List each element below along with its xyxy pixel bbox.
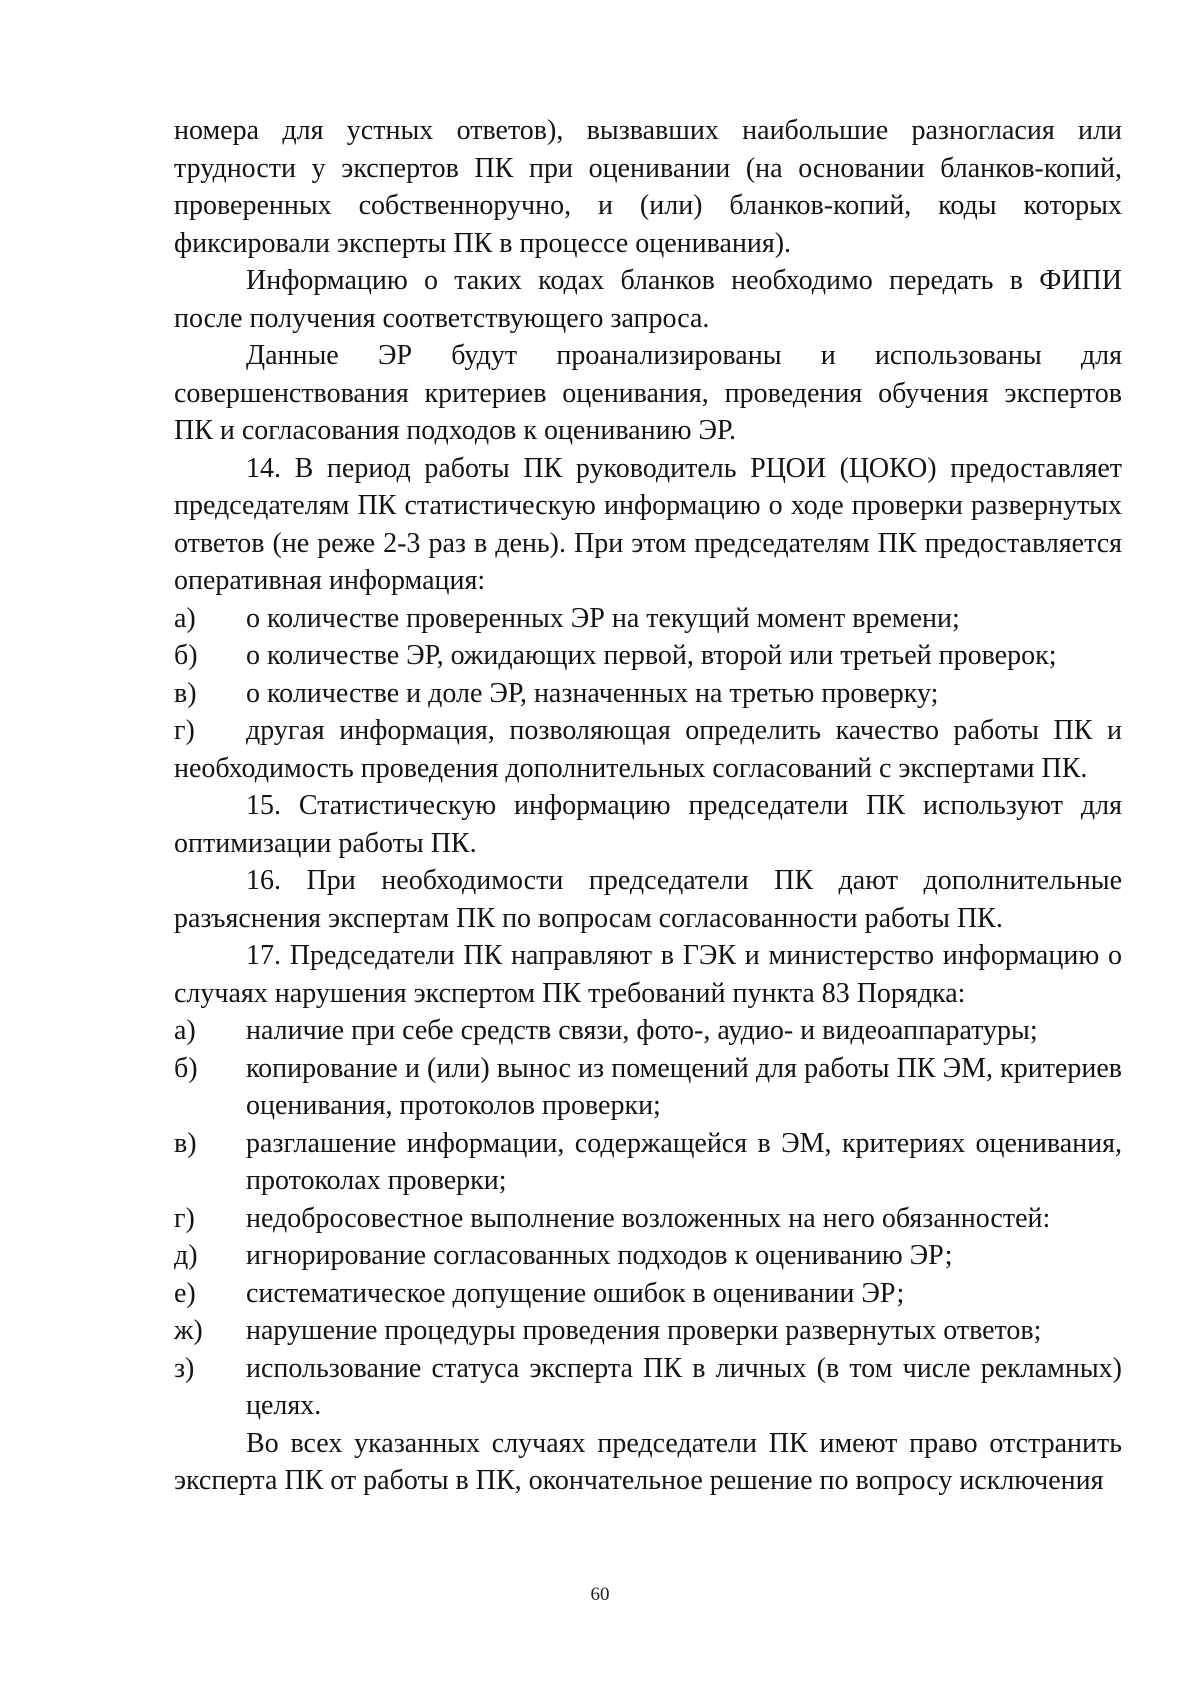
list-marker: б) [174,640,198,671]
list-item [174,712,1122,787]
page-body [174,112,1122,1500]
list-marker: б) [174,1052,198,1084]
list-marker: з) [174,1352,195,1384]
violations-list [174,1012,1122,1425]
list-item-text: о количестве проверенных ЭР на текущий момент времени; [246,602,960,634]
list-item [174,1012,1122,1050]
list-item [174,1050,1122,1125]
list-item-text: копирование и (или) вынос из помещений для работы ПК ЭМ, критериев оценивания, протоколов проверки; [246,1052,1122,1121]
list-marker: ж) [174,1315,203,1346]
list-item-text: недобросовестное выполнение возложенных на него обязанностей: [246,1202,1051,1234]
list-item [174,600,1122,638]
paragraph-item-14: 14. В период работы ПК руководитель РЦОИ (ЦОКО) предоставляет председателям ПК статистическую информацию о ходе проверки развернутых ответов (не реже 2-3 раз в день). При этом председателям ПК предоставляется оперативная информация: [174,452,1122,596]
paragraph-item-16: 16. При необходимости председатели ПК дают дополнительные разъяснения экспертам ПК по вопросам согласованности работы ПК. [174,865,1122,934]
paragraph-fipi-codes: Информацию о таких кодах бланков необходимо передать в ФИПИ после получения соответствующего запроса. [174,265,1122,334]
paragraph-er-data-usage: Данные ЭР будут проанализированы и использованы для совершенствования критериев оценивания, проведения обучения экспертов ПК и согласования подходов к оцениванию ЭР. [174,340,1122,446]
paragraph-removal-right: Во всех указанных случаях председатели ПК имеют право отстранить эксперта ПК от работы в ПК, окончательное решение по вопросу исключения [174,1427,1122,1496]
list-item [174,1350,1122,1425]
list-item [174,675,1122,713]
list-item-text: другая информация, позволяющая определить качество работы ПК и необходимость проведения дополнительных согласований с экспертами ПК. [174,715,1122,784]
list-item-text: разглашение информации, содержащейся в ЭМ, критериях оценивания, протоколах проверки; [246,1127,1122,1196]
list-item [174,1237,1122,1275]
paragraph-item-17: 17. Председатели ПК направляют в ГЭК и министерство информацию о случаях нарушения экспертом ПК требований пункта 83 Порядка: [174,940,1122,1009]
list-item-text: о количестве ЭР, ожидающих первой, второй или третьей проверок; [246,640,1057,671]
list-item [174,1200,1122,1238]
list-item [174,1275,1122,1313]
list-marker: г) [174,715,195,746]
paragraph-continuation: номера для устных ответов), вызвавших наибольшие разногласия или трудности у экспертов ПК при оценивании (на основании бланков-копий, проверенных собственноручно, и (или) бланков-копий, коды которых фиксировали эксперты ПК в процессе оценивания). [174,115,1122,259]
list-item-text: наличие при себе средств связи, фото-, аудио- и видеоаппаратуры; [246,1015,1038,1046]
list-item [174,637,1122,675]
list-marker: г) [174,1202,195,1234]
list-marker: а) [174,602,196,634]
page-number: 60 [590,1584,610,1605]
list-item [174,1125,1122,1200]
paragraph-item-15: 15. Статистическую информацию председатели ПК используют для оптимизации работы ПК. [174,790,1122,859]
list-item-text: игнорирование согласованных подходов к оцениванию ЭР; [246,1240,953,1271]
list-marker: в) [174,1127,197,1159]
list-item-text: систематическое допущение ошибок в оценивании ЭР; [246,1277,905,1309]
list-marker: е) [174,1277,196,1309]
list-item-text: о количестве и доле ЭР, назначенных на третью проверку; [246,677,939,709]
list-marker: д) [174,1240,198,1271]
list-item-text: нарушение процедуры проведения проверки развернутых ответов; [246,1315,1042,1346]
list-item-text: использование статуса эксперта ПК в личных (в том числе рекламных) целях. [246,1352,1122,1421]
list-marker: в) [174,677,197,709]
list-item [174,1312,1122,1350]
statistics-info-list [174,600,1122,788]
list-marker: а) [174,1015,196,1046]
